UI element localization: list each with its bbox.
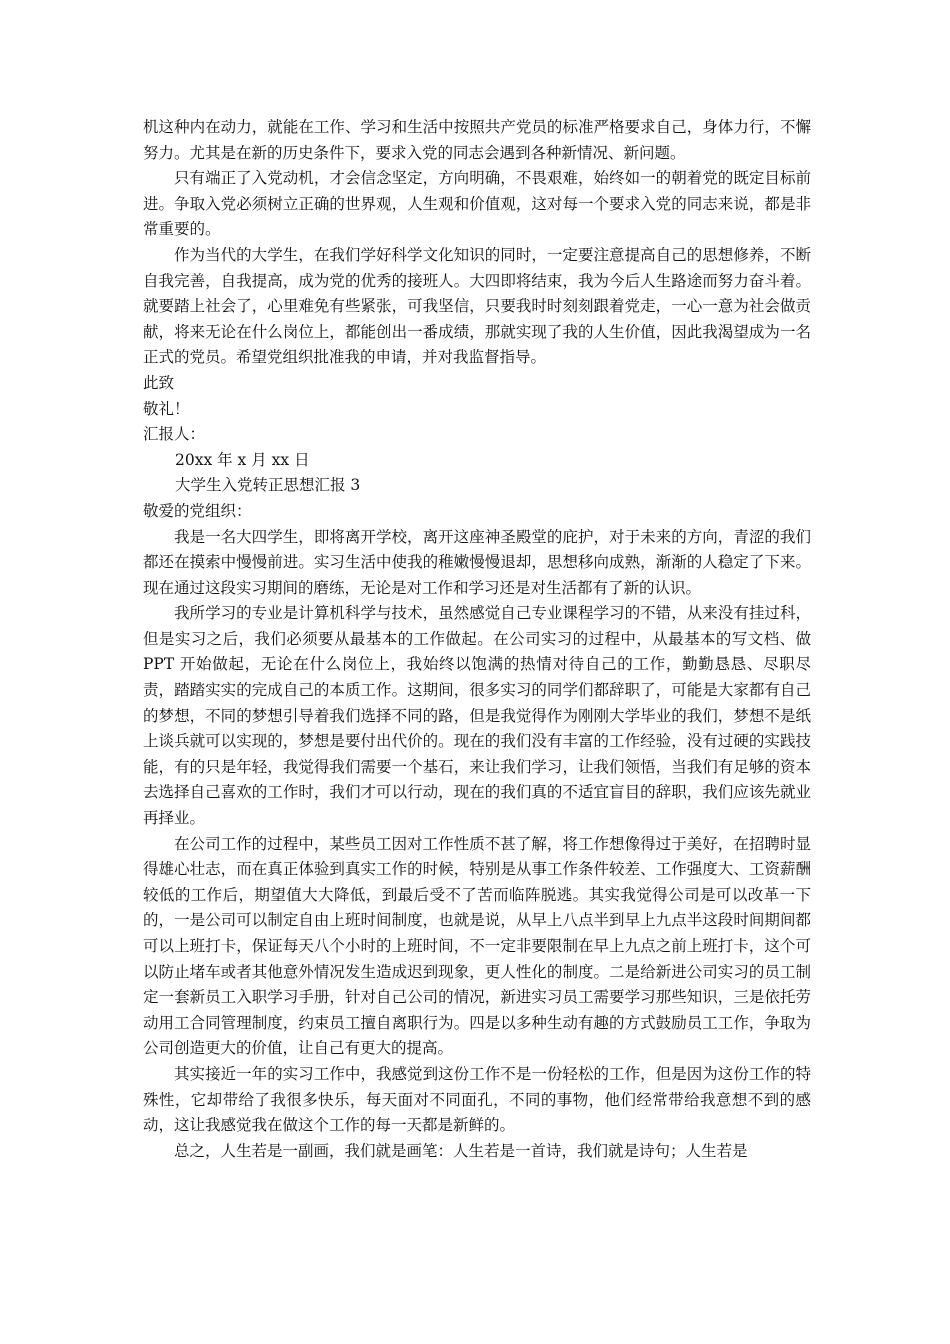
closing-ci-zhi: 此致 bbox=[143, 373, 175, 392]
paragraph-intro: 我是一名大四学生，即将离开学校，离开这座神圣殿堂的庇护，对于未来的方向，青涩的我们都还在摸索中慢慢前进。实习生活中使我的稚嫩慢慢退却，思想移向成熟，渐渐的人稳定了下来。现在通过这段实习期间的磨练，无论是对工作和学习还是对生活都有了新的认识。 bbox=[143, 527, 811, 597]
paragraph-student-goal: 作为当代的大学生，在我们学好科学文化知识的同时，一定要注意提高自己的思想修养，不断自我完善，自我提高，成为党的优秀的接班人。大四即将结束，我为今后人生路途而努力奋斗着。就要踏上社会了，心里难免有些紧张，可我坚信，只要我时时刻刻跟着党走，一心一意为社会做贡献，将来无论在什么岗位上，都能创出一番成绩，那就实现了我的人生价值，因此我渴望成为一名正式的党员。希望党组织批准我的申请，并对我监督指导。 bbox=[143, 245, 811, 367]
paragraph-continuation: 机这种内在动力，就能在工作、学习和生活中按照共产党员的标准严格要求自己，身体力行，不懈努力。尤其是在新的历史条件下，要求入党的同志会遇到各种新情况、新问题。 bbox=[143, 118, 811, 162]
paragraph-company: 在公司工作的过程中，某些员工因对工作性质不甚了解，将工作想像得过于美好，在招聘时显得雄心壮志，而在真正体验到真实工作的时候，特别是从事工作条件较差、工作强度大、工资薪酬较低的工作后，期望值大大降低，到最后受不了苦而临阵脱逃。其实我觉得公司是可以改革一下的，一是公司可以制定自由上班时间制度，也就是说，从早上八点半到早上九点半这段时间期间都可以上班打卡，保证每天八个小时的上班时间，不一定非要限制在早上九点之前上班打卡，这个可以防止堵车或者其他意外情况发生造成迟到现象，更人性化的制度。二是给新进公司实习的员工制定一套新员工入职学习手册，针对自己公司的情况，新进实习员工需要学习那些知识，三是依托劳动用工合同管理制度，约束员工擅自离职行为。四是以多种生动有趣的方式鼓励员工工作，争取为公司创造更大的价值，让自己有更大的提高。 bbox=[143, 834, 811, 1058]
paragraph-major: 我所学习的专业是计算机科学与技术，虽然感觉自己专业课程学习的不错，从来没有挂过科，但是实习之后，我们必须要从最基本的工作做起。在公司实习的过程中，从最基本的写文档、做 PPT 开始做起，无论在什么岗位上，我始终以饱满的热情对待自己的工作，勤勤恳恳、尽职尽责，踏踏实实的完成自己的本质工作。这期间，很多实习的同学们都辞职了，可能是大家都有自己的梦想，不同的梦想引导着我们选择不同的路，但是我觉得作为刚刚大学毕业的我们，梦想不是纸上谈兵就可以实现的，梦想是要付出代价的。现在的我们没有丰富的工作经验，没有过硬的实践技能，有的只是年轻，我觉得我们需要一个基石，来让我们学习，让我们领悟，当我们有足够的资本去选择自己喜欢的工作时，我们才可以行动，现在的我们真的不适宜盲目的辞职，我们应该先就业再择业。 bbox=[143, 604, 811, 828]
paragraph-motivation: 只有端正了入党动机，才会信念坚定，方向明确，不畏艰难，始终如一的朝着党的既定目标前进。争取入党必须树立正确的世界观，人生观和价值观，这对每一个要求入党的同志来说，都是非常重要的。 bbox=[143, 169, 811, 239]
reporter-label: 汇报人： bbox=[143, 425, 206, 444]
paragraph-conclusion: 总之，人生若是一副画，我们就是画笔：人生若是一首诗，我们就是诗句；人生若是 bbox=[174, 1141, 748, 1160]
salutation: 敬爱的党组织： bbox=[143, 501, 252, 520]
section-heading: 大学生入党转正思想汇报 3 bbox=[175, 476, 361, 495]
document-page bbox=[143, 115, 811, 1164]
paragraph-reflection: 其实接近一年的实习工作中，我感觉到这份工作不是一份轻松的工作，但是因为这份工作的特殊性，它却带给了我很多快乐，每天面对不同面孔，不同的事物，他们经常带给我意想不到的感动，这让我感觉我在做这个工作的每一天都是新鲜的。 bbox=[143, 1064, 811, 1135]
closing-jing-li: 敬礼！ bbox=[143, 399, 190, 418]
report-date: 20xx 年 x 月 xx 日 bbox=[175, 450, 310, 469]
